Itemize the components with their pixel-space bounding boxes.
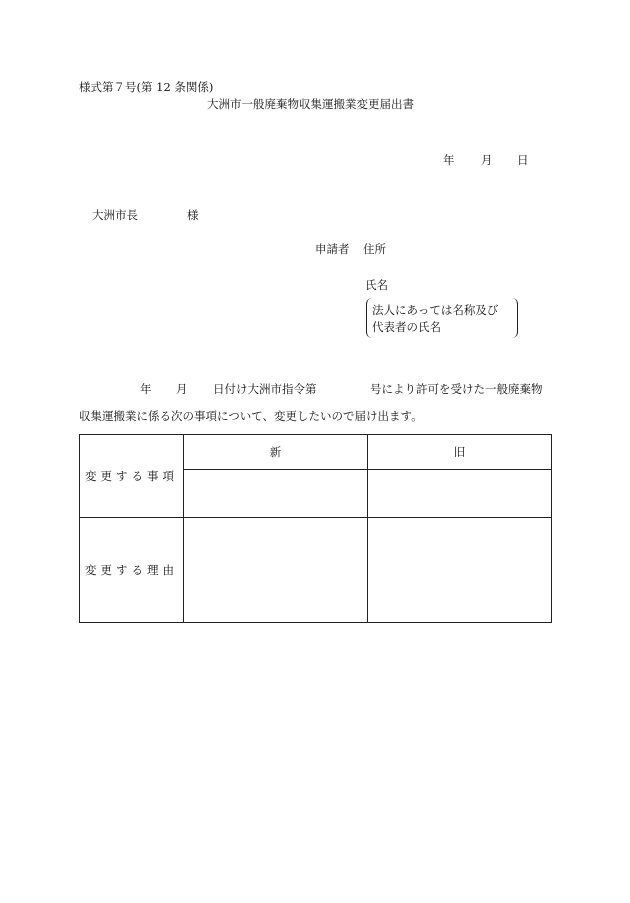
applicant-label: 申請者: [315, 242, 350, 256]
applicant-note-line1: 法人にあっては名称及び: [372, 303, 499, 317]
cell-change-item-old[interactable]: [368, 470, 552, 518]
applicant-name-label: 氏名: [365, 278, 388, 292]
cell-change-item-new[interactable]: [184, 470, 368, 518]
body-part1: 日付け大洲市指令第: [213, 382, 317, 396]
body-month: 月: [176, 382, 188, 396]
row-label-change-reason: 変更する理由: [80, 518, 184, 623]
cell-change-reason-new[interactable]: [184, 518, 368, 623]
form-number: 様式第７号(第 12 条関係): [79, 80, 214, 94]
row-label-change-item: 変更する事項: [80, 435, 184, 518]
column-header-new: 新: [184, 435, 368, 470]
addressee-honorific: 様: [187, 208, 199, 222]
document-title: 大洲市一般廃棄物収集運搬業変更届出書: [207, 97, 414, 111]
applicant-note-line2: 代表者の氏名: [372, 320, 441, 334]
date-year: 年: [443, 153, 455, 167]
applicant-address-label: 住所: [363, 242, 386, 256]
change-table: [79, 434, 552, 623]
column-header-old: 旧: [368, 435, 552, 470]
cell-change-reason-old[interactable]: [368, 518, 552, 623]
body-year: 年: [140, 382, 152, 396]
body-line2: 収集運搬業に係る次の事項について、変更したいので届け出ます。: [79, 409, 423, 423]
addressee-name: 大洲市長: [92, 208, 138, 222]
body-part2: 号により許可を受けた一般廃棄物: [370, 382, 543, 396]
date-month: 月: [481, 153, 493, 167]
date-day: 日: [517, 153, 529, 167]
